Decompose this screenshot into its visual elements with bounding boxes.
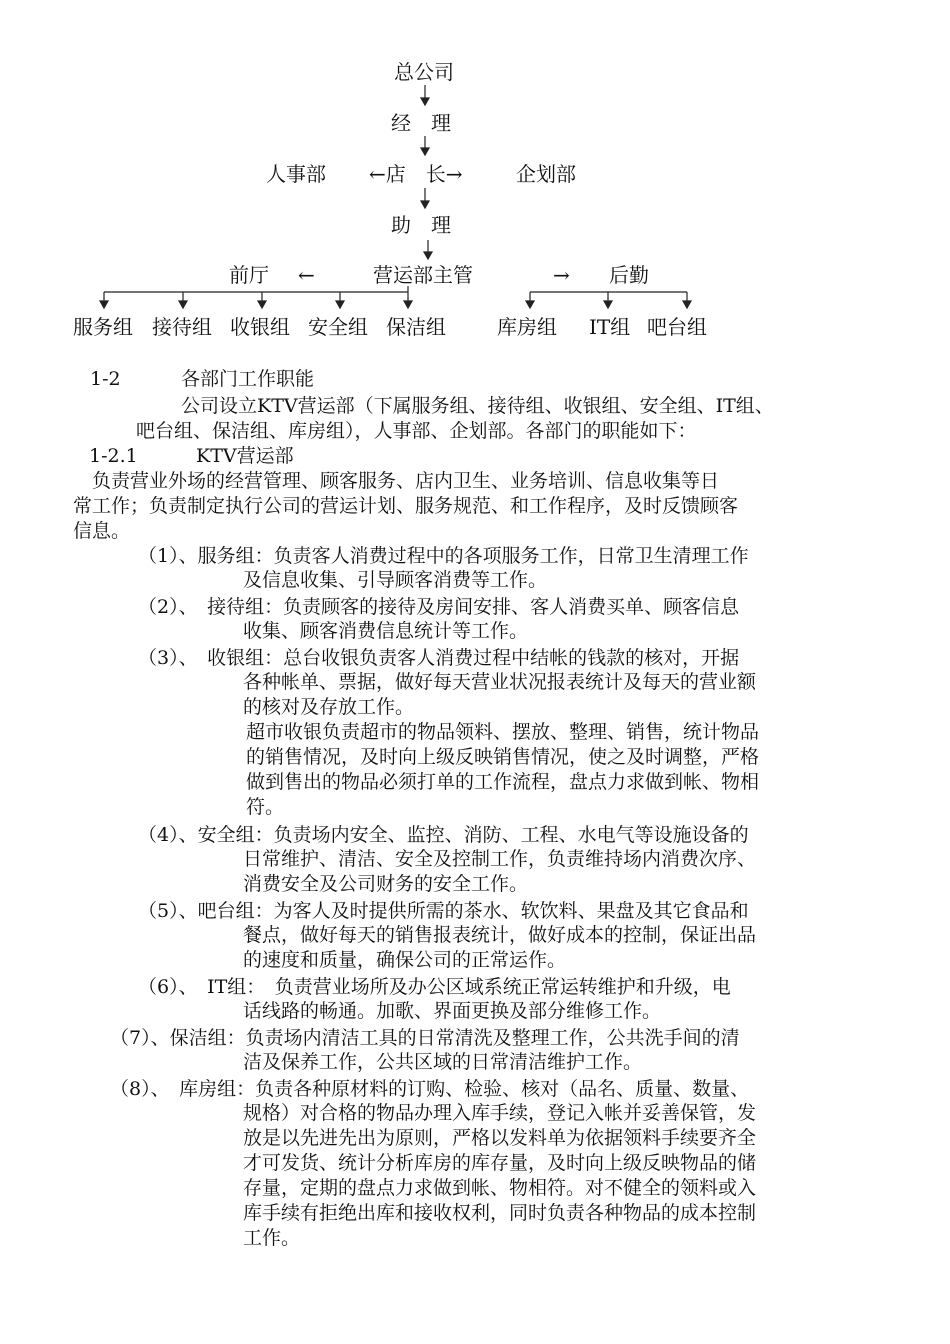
item-7-line: 洁及保养工作，公共区域的日常清洁维护工作。 bbox=[243, 1051, 643, 1073]
item-3-line: 的核对及存放工作。 bbox=[243, 696, 415, 718]
item-3-head: （3）、 收银组：总台收银负责客人消费过程中结帐的钱款的核对，开据 bbox=[138, 647, 740, 669]
item-2-line: 收集、顾客消费信息统计等工作。 bbox=[243, 620, 529, 642]
item-8-head: （8）、 库房组：负责各种原材料的订购、检验、核对（品名、质量、数量、 bbox=[110, 1078, 750, 1100]
node-logistics: 后勤 bbox=[609, 263, 649, 287]
section-1-2-1-desc-line3: 信息。 bbox=[73, 520, 131, 542]
item-8-line: 放是以先进先出为原则，严格以发料单为依据领料手续要齐全 bbox=[243, 1127, 757, 1149]
section-1-2-1-desc-line1: 负责营业外场的经营管理、顾客服务、店内卫生、业务培训、信息收集等日 bbox=[73, 470, 720, 492]
node-group-cleaning: 保洁组 bbox=[386, 315, 446, 339]
item-1-body bbox=[243, 568, 547, 593]
item-6-body bbox=[243, 999, 661, 1024]
node-group-bar: 吧台组 bbox=[647, 315, 707, 339]
node-group-warehouse: 库房组 bbox=[497, 315, 557, 339]
node-group-it: IT组 bbox=[589, 315, 631, 339]
item-6-line: 话线路的畅通。加歌、界面更换及部分维修工作。 bbox=[243, 1000, 662, 1022]
node-planning: 企划部 bbox=[516, 162, 576, 186]
item-5-head: （5）、吧台组：为客人及时提供所需的茶水、软饮料、果盘及其它食品和 bbox=[138, 900, 749, 922]
item-4-body bbox=[243, 847, 756, 897]
item-5-line: 餐点，做好每天的销售报表统计，做好成本的控制，保证出品 bbox=[243, 924, 757, 946]
item-6-head: （6）、 IT组： 负责营业场所及办公区域系统正常运转维护和升级，电 bbox=[138, 976, 731, 998]
item-3-line: 各种帐单、票据，做好每天营业状况报表统计及每天的营业额 bbox=[243, 671, 757, 693]
item-2-body bbox=[243, 619, 528, 644]
section-1-2-1-title: KTV营运部 bbox=[196, 445, 294, 467]
right-arrow: → bbox=[553, 263, 570, 287]
item-5-body bbox=[243, 923, 756, 973]
section-1-2-number: 1-2 bbox=[90, 368, 121, 390]
item-3-body bbox=[243, 670, 756, 720]
item-3b-line: 的销售情况，及时向上级反映销售情况，使之及时调整，严格 bbox=[246, 746, 760, 768]
left-arrow: ← bbox=[298, 263, 315, 287]
node-assistant: 助 理 bbox=[391, 213, 451, 237]
item-1-line: 及信息收集、引导顾客消费等工作。 bbox=[243, 569, 548, 591]
item-3b-line: 符。 bbox=[246, 796, 285, 818]
item-8-line: 存量，定期的盘点力求做到帐、物相符。对不健全的领料或入 bbox=[243, 1177, 757, 1199]
section-1-2-1-desc-line2: 常工作；负责制定执行公司的营运计划、服务规范、和工作程序，及时反馈顾客 bbox=[73, 495, 739, 517]
node-ops-supervisor: 营运部主管 bbox=[373, 263, 473, 287]
item-4-line: 日常维护、清洁、安全及控制工作，负责维持场内消费次序、 bbox=[243, 848, 757, 870]
item-8-line: 工作。 bbox=[243, 1227, 301, 1249]
item-3b-line: 做到售出的物品必须打单的工作流程，盘点力求做到帐、物相 bbox=[246, 771, 760, 793]
node-group-cashier: 收银组 bbox=[230, 315, 290, 339]
item-8-line: 库手续有拒绝出库和接收权利，同时负责各种物品的成本控制 bbox=[243, 1202, 757, 1224]
node-group-service: 服务组 bbox=[73, 315, 133, 339]
item-2-head: （2）、 接待组：负责顾客的接待及房间安排、客人消费买单、顾客信息 bbox=[138, 596, 740, 618]
item-8-line: 才可发货、统计分析库房的库存量，及时向上级反映物品的储 bbox=[243, 1152, 757, 1174]
node-front-hall: 前厅 bbox=[229, 263, 269, 287]
section-1-2-intro-line1: 公司设立KTV营运部（下属服务组、接待组、收银组、安全组、IT组、 bbox=[181, 395, 774, 417]
node-hr: 人事部 bbox=[266, 162, 326, 186]
node-store-manager: ←店 长→ bbox=[369, 162, 463, 186]
org-chart-connectors bbox=[0, 0, 950, 340]
item-8-line: 规格）对合格的物品办理入库手续，登记入帐并妥善保管，发 bbox=[243, 1102, 757, 1124]
section-1-2-1-number: 1-2.1 bbox=[89, 445, 138, 467]
item-4-line: 消费安全及公司财务的安全工作。 bbox=[243, 873, 529, 895]
item-7-body bbox=[243, 1050, 642, 1075]
node-group-security: 安全组 bbox=[308, 315, 368, 339]
section-1-2-title: 各部门工作职能 bbox=[181, 368, 315, 390]
item-5-line: 的速度和质量，确保公司的正常运作。 bbox=[243, 949, 567, 971]
node-head-office: 总公司 bbox=[394, 60, 454, 84]
item-3b-body bbox=[246, 720, 759, 820]
node-group-reception: 接待组 bbox=[152, 315, 212, 339]
node-manager: 经 理 bbox=[391, 111, 451, 135]
item-3b-line: 超市收银负责超市的物品领料、摆放、整理、销售，统计物品 bbox=[246, 721, 760, 743]
item-8-body bbox=[243, 1101, 756, 1251]
section-1-2-intro-line2: 吧台组、保洁组、库房组），人事部、企划部。各部门的职能如下： bbox=[136, 420, 697, 442]
item-7-head: （7）、保洁组：负责场内清洁工具的日常清洗及整理工作，公共洗手间的清 bbox=[110, 1027, 740, 1049]
item-4-head: （4）、安全组：负责场内安全、监控、消防、工程、水电气等设施设备的 bbox=[138, 824, 749, 846]
item-1-head: （1）、服务组：负责客人消费过程中的各项服务工作，日常卫生清理工作 bbox=[138, 545, 749, 567]
